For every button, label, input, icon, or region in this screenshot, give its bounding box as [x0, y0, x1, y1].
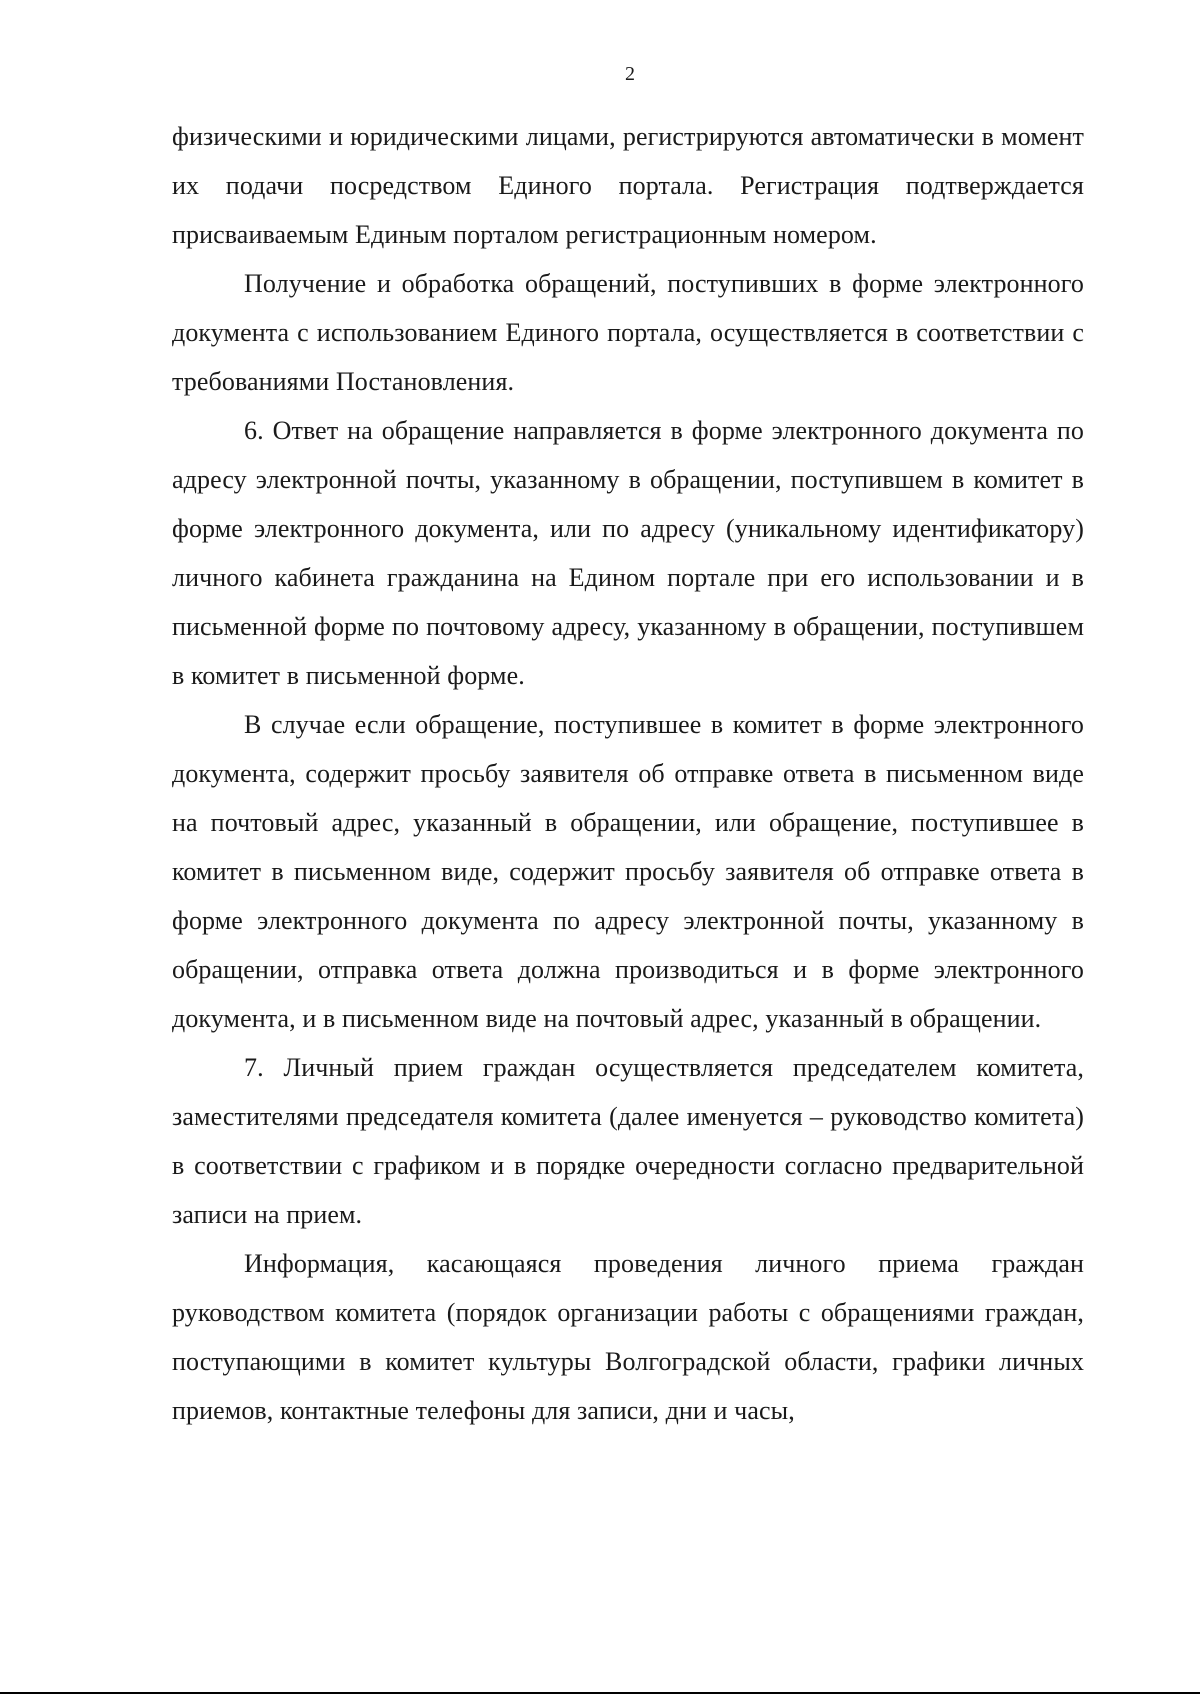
page-bottom-edge	[0, 1692, 1200, 1694]
paragraph-registration: физическими и юридическими лицами, регистрируются автоматически в момент их подачи посредством Единого портала. Регистрация подтверждается присваиваемым Единым порталом регистрационным номером.	[172, 122, 1084, 249]
document-body	[172, 112, 1084, 1435]
paragraph-response-both-forms: В случае если обращение, поступившее в комитет в форме электронного документа, содержит просьбу заявителя об отправке ответа в письменном виде на почтовый адрес, указанный в обращении, или обращение, поступившее в комитет в письменном виде, содержит просьбу заявителя об отправке ответа в форме электронного документа по адресу электронной почты, указанному в обращении, отправка ответа должна производиться и в форме электронного документа, и в письменном виде на почтовый адрес, указанный в обращении.	[172, 710, 1084, 1033]
paragraph-processing: Получение и обработка обращений, поступивших в форме электронного документа с использованием Единого портала, осуществляется в соответствии с требованиями Постановления.	[172, 269, 1084, 396]
paragraph-item-7-personal-reception: 7. Личный прием граждан осуществляется председателем комитета, заместителями председателя комитета (далее именуется – руководство комитета) в соответствии с графиком и в порядке очередности согласно предварительной записи на прием.	[172, 1053, 1084, 1229]
paragraph-item-6-response: 6. Ответ на обращение направляется в форме электронного документа по адресу электронной почты, указанному в обращении, поступившем в комитет в форме электронного документа, или по адресу (уникальному идентификатору) личного кабинета гражданина на Едином портале при его использовании и в письменной форме по почтовому адресу, указанному в обращении, поступившем в комитет в письменной форме.	[172, 416, 1084, 690]
page-number: 2	[625, 63, 635, 85]
paragraph-reception-information: Информация, касающаяся проведения личного приема граждан руководством комитета (порядок организации работы с обращениями граждан, поступающими в комитет культуры Волгоградской области, графики личных приемов, контактные телефоны для записи, дни и часы,	[172, 1249, 1084, 1425]
